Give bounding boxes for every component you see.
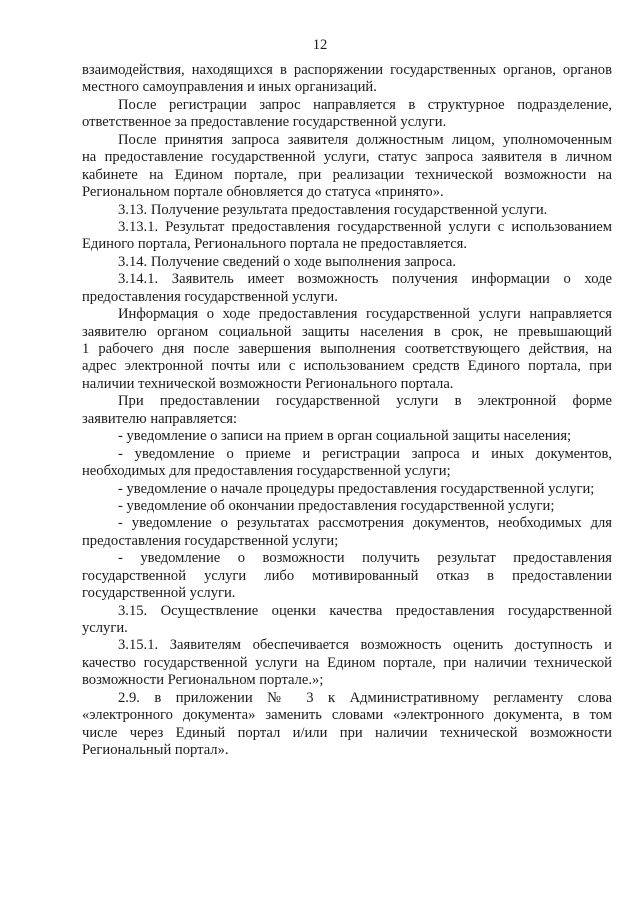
text-line: - уведомление о результатах рассмотрения документов, необходимых для (118, 515, 612, 532)
text-line: возможности Региональном портале.»; (82, 672, 324, 689)
text-line: 3.15. Осуществление оценки качества предоставления государственной (118, 602, 612, 619)
text-line: наличии технической возможности Регионального портала. (82, 375, 454, 392)
text-line: заявителю направляется: (82, 410, 237, 427)
text-line: заявителю органом социальной защиты населения в срок, не превышающий (82, 323, 612, 340)
text-line: взаимодействия, находящихся в распоряжении государственных органов, органов (82, 62, 612, 78)
text-line: предоставления государственной услуги. (82, 288, 338, 305)
text-line: Региональном портале обновляется до статуса «принято». (82, 184, 444, 201)
text-line: При предоставлении государственной услуги в электронной форме (118, 393, 612, 410)
text-line: Региональный портал». (82, 742, 229, 759)
text-line: местного самоуправления и иных организаций. (82, 79, 377, 96)
text-line: - уведомление о начале процедуры предоставления государственной услуги; (118, 480, 595, 497)
text-line: качество государственной услуги на Едином портале, при наличии технической (82, 654, 612, 671)
text-line: - уведомление о возможности получить результат предоставления (118, 550, 612, 567)
text-line: адрес электронной почты или с использованием средств Единого портала, при (82, 358, 612, 375)
text-line: - уведомление о приеме и регистрации запроса и иных документов, (118, 445, 612, 462)
text-line: - уведомление об окончании предоставления государственной услуги; (118, 497, 555, 514)
text-line: необходимых для предоставления государственной услуги; (82, 463, 451, 480)
text-line: 3.13.1. Результат предоставления государственной услуги с использованием (118, 218, 612, 235)
text-line: 1 рабочего дня после завершения выполнения соответствующего действия, на (82, 341, 612, 357)
text-line: - уведомление о записи на прием в орган социальной защиты населения; (118, 428, 572, 445)
text-line: государственной услуги либо мотивированный отказ в предоставлении (82, 567, 612, 584)
text-line: 3.14. Получение сведений о ходе выполнения запроса. (118, 253, 457, 270)
text-line: 3.14.1. Заявитель имеет возможность получения информации о ходе (118, 271, 612, 288)
document-body (82, 62, 612, 760)
text-line: «электронного документа» заменить словами «электронного документа, в том (82, 707, 612, 724)
text-line: услуги. (82, 620, 128, 636)
text-line: государственной услуги. (82, 585, 236, 602)
text-line: 3.13. Получение результата предоставления государственной услуги. (118, 201, 548, 218)
text-line: на предоставление государственной услуги, статус запроса заявителя в личном (82, 149, 612, 166)
text-line: предоставления государственной услуги; (82, 532, 339, 549)
text-line: 2.9. в приложении № 3 к Административному регламенту слова (118, 689, 612, 706)
text-line: числе через Единый портал и/или при наличии технической возможности (82, 724, 612, 741)
text-line: Информация о ходе предоставления государственной услуги направляется (118, 306, 612, 323)
text-line: ответственное за предоставление государственной услуги. (82, 114, 447, 131)
page-number: 12 (312, 37, 328, 53)
text-line: После регистрации запрос направляется в структурное подразделение, (118, 96, 612, 113)
text-line: Единого портала, Регионального портала не предоставляется. (82, 236, 468, 253)
text-line: После принятия запроса заявителя должностным лицом, уполномоченным (118, 131, 612, 148)
text-line: кабинете на Едином портале, при реализации технической возможности на (82, 166, 612, 183)
text-line: 3.15.1. Заявителям обеспечивается возможность оценить доступность и (118, 637, 612, 654)
